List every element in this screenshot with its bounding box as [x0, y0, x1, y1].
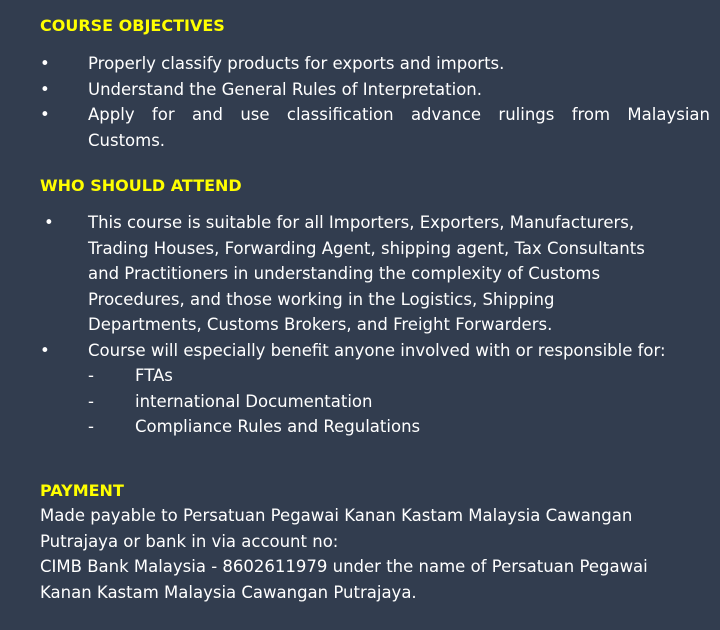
dash-icon: - — [88, 417, 94, 436]
objectives-list — [0, 51, 710, 153]
sub-item-text: Compliance Rules and Regulations — [135, 417, 421, 436]
attend-text: This course is suitable for all Importers, Exporters, Manufacturers, Trading Houses, Forwarding Agent, shipping agent, Tax Consultants and Practitioners in understanding the complexity of Customs Procedures, and those working in the Logistics, Shipping Departments, Customs Brokers, and Freight Forwarders. — [88, 213, 645, 334]
who-should-attend-heading: WHO SHOULD ATTEND — [40, 176, 242, 195]
sub-item-text: international Documentation — [135, 391, 373, 411]
list-item — [0, 338, 680, 440]
payment-heading: PAYMENT — [40, 481, 124, 500]
payment-instructions — [40, 503, 690, 605]
list-item — [88, 363, 680, 389]
dash-icon: - — [88, 391, 94, 411]
list-item — [0, 51, 710, 77]
dash-icon: - — [88, 366, 94, 385]
attend-text: Course will especially benefit anyone involved with or responsible for: — [88, 340, 666, 360]
list-item — [0, 102, 710, 153]
bullet-icon: • — [40, 54, 50, 73]
bullet-icon: • — [40, 79, 50, 99]
bullet-icon: • — [40, 340, 50, 360]
objective-text: Apply for and use classification advance rulings from Malaysian Customs. — [88, 105, 710, 150]
bullet-icon: • — [44, 213, 54, 232]
sub-item-text: FTAs — [135, 366, 173, 385]
bullet-icon: • — [40, 105, 50, 124]
list-item — [0, 77, 710, 103]
course-objectives-heading: COURSE OBJECTIVES — [40, 16, 225, 35]
objective-text: Understand the General Rules of Interpretation. — [88, 79, 483, 99]
payment-line-2: CIMB Bank Malaysia - 8602611979 under the name of Persatuan Pegawai Kanan Kastam Malaysia Cawangan Putrajaya. — [40, 557, 648, 602]
objective-text: Properly classify products for exports and imports. — [88, 54, 505, 73]
attend-list — [0, 210, 680, 440]
benefit-sublist — [88, 363, 680, 440]
list-item — [88, 389, 680, 415]
list-item — [0, 210, 680, 338]
payment-line-1: Made payable to Persatuan Pegawai Kanan Kastam Malaysia Cawangan Putrajaya or bank in via account no: — [40, 506, 633, 551]
list-item — [88, 414, 680, 440]
